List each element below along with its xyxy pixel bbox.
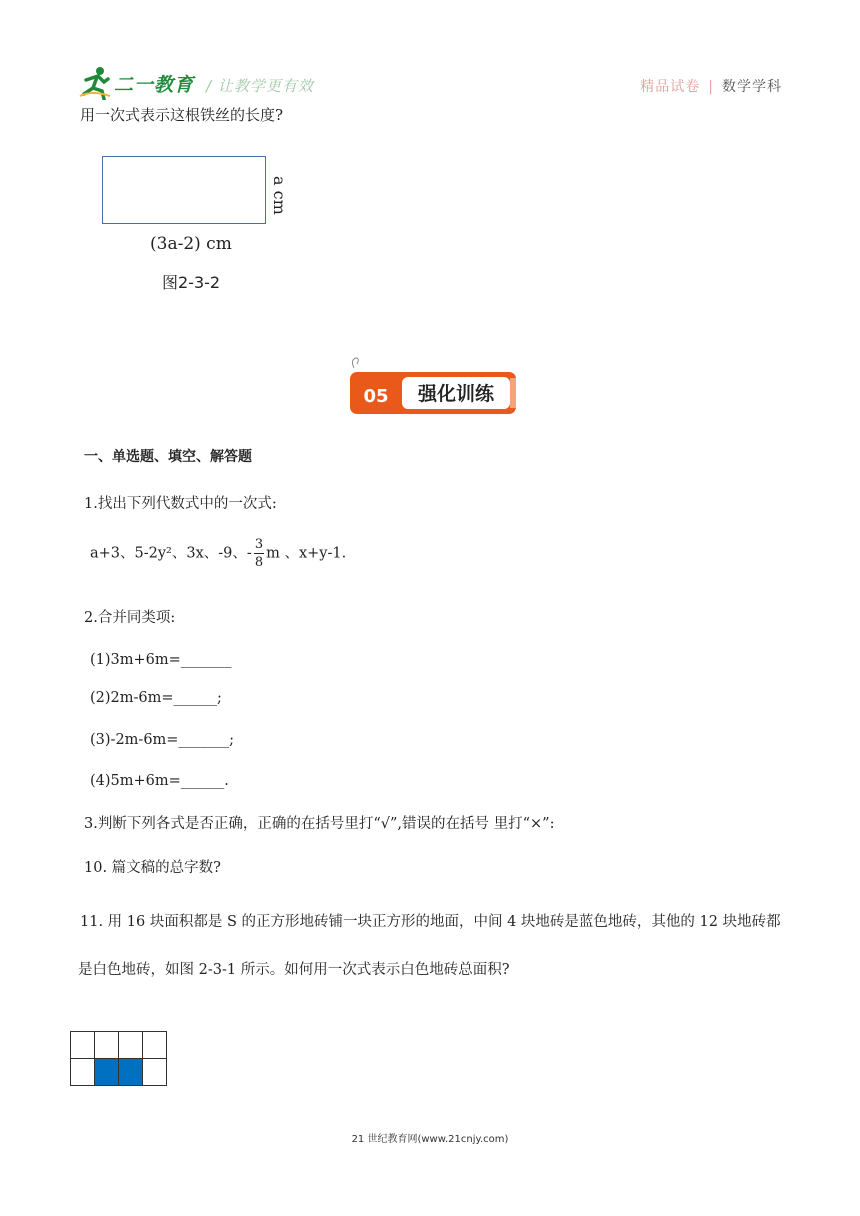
tile-white bbox=[143, 1059, 167, 1086]
logo-text: 二一教育 bbox=[114, 74, 195, 96]
badge-title: 强化训练 bbox=[417, 383, 495, 405]
subject-label: 数学学科 bbox=[722, 79, 782, 95]
header-separator: | bbox=[708, 79, 714, 95]
page-footer: 21 世纪教育网(www.21cnjy.com) bbox=[351, 1134, 509, 1145]
tile-blue bbox=[95, 1059, 119, 1086]
category-label: 精品试卷 bbox=[640, 79, 701, 95]
q11-text: 11. 用 16 块面积都是 S 的正方形地砖铺一块正方形的地面，中间 4 块地砖是蓝色地砖，其他的 12 块地砖都是白色地砖，如图 2-3-1 所示。如何用一次式表示白色地砖总面积? bbox=[78, 914, 781, 978]
fraction-denominator: 8 bbox=[254, 555, 264, 570]
tile-white bbox=[71, 1059, 95, 1086]
slogan: / 让教学更有效 bbox=[206, 77, 314, 95]
tile-white bbox=[71, 1032, 95, 1059]
q1-expr-after: m 、x+y-1. bbox=[266, 545, 347, 562]
section-badge bbox=[344, 356, 520, 418]
q1-expr-before: a+3、5-2y²、3x、-9、- bbox=[90, 545, 252, 562]
tile-white bbox=[95, 1032, 119, 1059]
q2-prompt: 2.合并同类项: bbox=[84, 610, 176, 626]
header-right bbox=[640, 76, 782, 96]
q2-item: (2)2m-6m=______; bbox=[90, 690, 222, 706]
tile-blue bbox=[119, 1059, 143, 1086]
section-heading: 一、单选题、填空、解答题 bbox=[84, 449, 252, 465]
q2-item: (4)5m+6m=______. bbox=[90, 773, 229, 789]
q1-prompt: 1.找出下列代数式中的一次式: bbox=[84, 496, 277, 512]
q3-text: 3.判断下列各式是否正确，正确的在括号里打“√”,错误的在括号 里打“×”: bbox=[84, 816, 555, 832]
fraction bbox=[254, 538, 264, 569]
rect-side-label: a cm bbox=[270, 176, 289, 215]
fraction-numerator: 3 bbox=[254, 537, 264, 552]
q2-item: (3)-2m-6m=_______; bbox=[90, 732, 235, 748]
tile-white bbox=[119, 1032, 143, 1059]
badge-number: 05 bbox=[363, 386, 389, 407]
figure-caption: 图2-3-2 bbox=[162, 273, 221, 292]
tile-white bbox=[143, 1032, 167, 1059]
rect-bottom-label: (3a-2) cm bbox=[150, 234, 232, 254]
top-question: 用一次式表示这根铁丝的长度? bbox=[80, 106, 284, 124]
tile-grid bbox=[70, 1031, 167, 1086]
q1-expression bbox=[90, 538, 346, 569]
wire-rectangle bbox=[102, 156, 266, 224]
q10-text: 10. 篇文稿的总字数? bbox=[84, 860, 221, 876]
runner-logo-icon bbox=[78, 66, 112, 100]
q2-item: (1)3m+6m=_______ bbox=[90, 652, 232, 668]
